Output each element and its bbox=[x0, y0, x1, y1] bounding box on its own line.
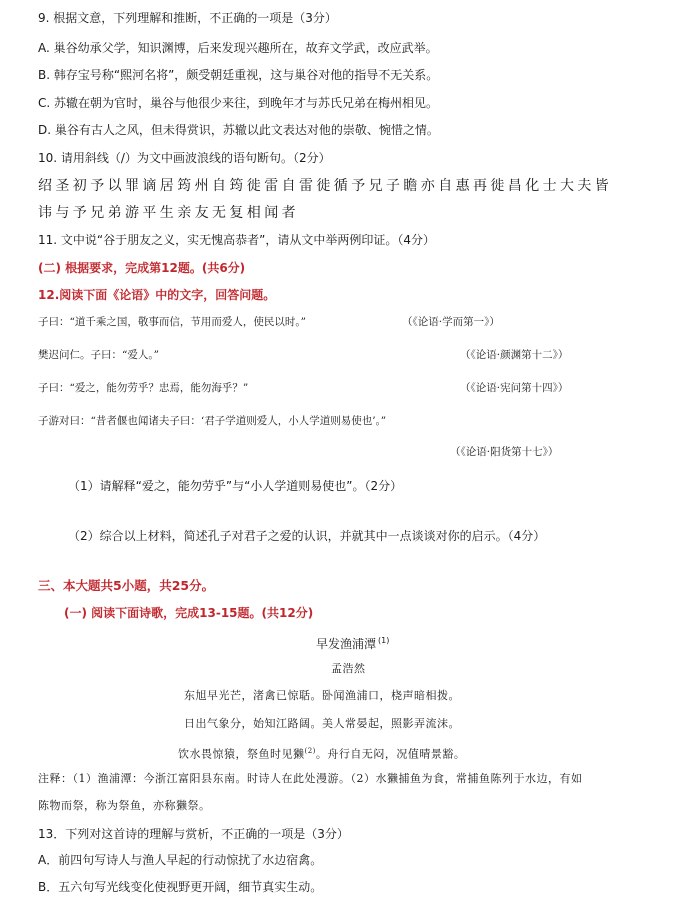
poem-author: 孟浩然 bbox=[331, 662, 366, 675]
quote-4-text: 子游对曰：“昔者偃也闻诸夫子曰：‘君子学道则爱人，小人学道则易使也’。” bbox=[38, 415, 387, 427]
quote-2-source: （《论语·颜渊第十二》） bbox=[460, 349, 569, 361]
quote-1-source: （《论语·学而第一》） bbox=[402, 316, 500, 328]
poem-line-3-note-mark: (2) bbox=[304, 747, 316, 755]
q10-passage-line-2: 讳与予兄弟游平生亲友无复相闻者 bbox=[38, 205, 299, 221]
poem-line-2: 日出气象分，始知江路阔。美人常晏起，照影弄流沫。 bbox=[184, 717, 460, 730]
poem-line-3-part-b: 。舟行自无闷，况值晴景豁。 bbox=[315, 747, 466, 761]
section3-sub-heading: (一) 阅读下面诗歌，完成13-15题。(共12分) bbox=[64, 606, 314, 620]
q9-option-c: C. 苏辙在朝为官时，巢谷与他很少来往，到晚年才与苏氏兄弟在梅州相见。 bbox=[38, 96, 439, 110]
quote-1-text: 子曰：“道千乘之国，敬事而信，节用而爱人，使民以时。” bbox=[38, 316, 306, 328]
q10-stem: 10. 请用斜线（/）为文中画波浪线的语句断句。（2分） bbox=[38, 151, 331, 165]
poem-notes-line-2: 陈物而祭，称为祭鱼，亦称獭祭。 bbox=[38, 799, 211, 812]
quote-3-source: （《论语·宪问第十四》） bbox=[460, 382, 569, 394]
quote-3-text: 子曰：“爱之，能勿劳乎？忠焉，能勿海乎？” bbox=[38, 382, 249, 394]
q13-stem: 13．下列对这首诗的理解与赏析，不正确的一项是（3分） bbox=[38, 827, 349, 841]
q12-sub-question-1: （1）请解释“爱之，能勿劳乎”与“小人学道则易使也”。（2分） bbox=[68, 479, 403, 493]
poem-title-note-mark: (1) bbox=[378, 636, 390, 645]
q9-option-a: A. 巢谷幼承父学，知识渊博，后来发现兴趣所在，故弃文学武，改应武举。 bbox=[38, 41, 438, 55]
q12-stem: 12.阅读下面《论语》中的文字，回答问题。 bbox=[38, 288, 276, 302]
q9-option-d: D. 巢谷有古人之风，但未得赏识，苏辙以此文表达对他的崇敬、惋惜之情。 bbox=[38, 123, 439, 137]
quote-4-source: （《论语·阳货第十七》） bbox=[450, 446, 559, 458]
section2-heading: (二) 根据要求，完成第12题。(共6分) bbox=[38, 261, 246, 275]
q11-stem: 11. 文中说“谷于朋友之义，实无愧高恭者”，请从文中举两例印证。（4分） bbox=[38, 233, 435, 247]
poem-line-3 bbox=[178, 743, 465, 763]
q13-option-a: A．前四句写诗人与渔人早起的行动惊扰了水边宿禽。 bbox=[38, 853, 323, 867]
poem-title bbox=[316, 633, 389, 652]
section3-heading: 三、本大题共5小题，共25分。 bbox=[38, 578, 215, 593]
poem-line-3-part-a: 饮水畏惊猿，祭鱼时见獭 bbox=[178, 747, 305, 761]
poem-title-text: 早发渔浦潭 bbox=[316, 637, 377, 651]
poem-line-1: 东旭早光芒，渚禽已惊聒。卧闻渔浦口，桡声暗相拨。 bbox=[184, 689, 460, 702]
q9-stem: 9. 根据文意，下列理解和推断，不正确的一项是（3分） bbox=[38, 11, 337, 25]
q12-sub-question-2: （2）综合以上材料，简述孔子对君子之爱的认识，并就其中一点谈谈对你的启示。（4分） bbox=[68, 529, 546, 543]
poem-notes-line-1: 注释：（1）渔浦潭：今浙江富阳县东南。时诗人在此处漫游。（2）水獭捕鱼为食，常捕鱼陈列于水边，有如 bbox=[38, 772, 583, 785]
q10-passage-line-1: 绍圣初予以罪谪居筠州自筠徙雷自雷徙循予兄子瞻亦自惠再徙昌化士大夫皆 bbox=[38, 178, 613, 194]
q13-option-b: B．五六句写光线变化使视野更开阔，细节真实生动。 bbox=[38, 880, 323, 894]
quote-2-text: 樊迟问仁。子曰：“爱人。” bbox=[38, 349, 159, 361]
q9-option-b: B. 韩存宝号称“熙河名将”，颇受朝廷重视，这与巢谷对他的指导不无关系。 bbox=[38, 68, 439, 82]
